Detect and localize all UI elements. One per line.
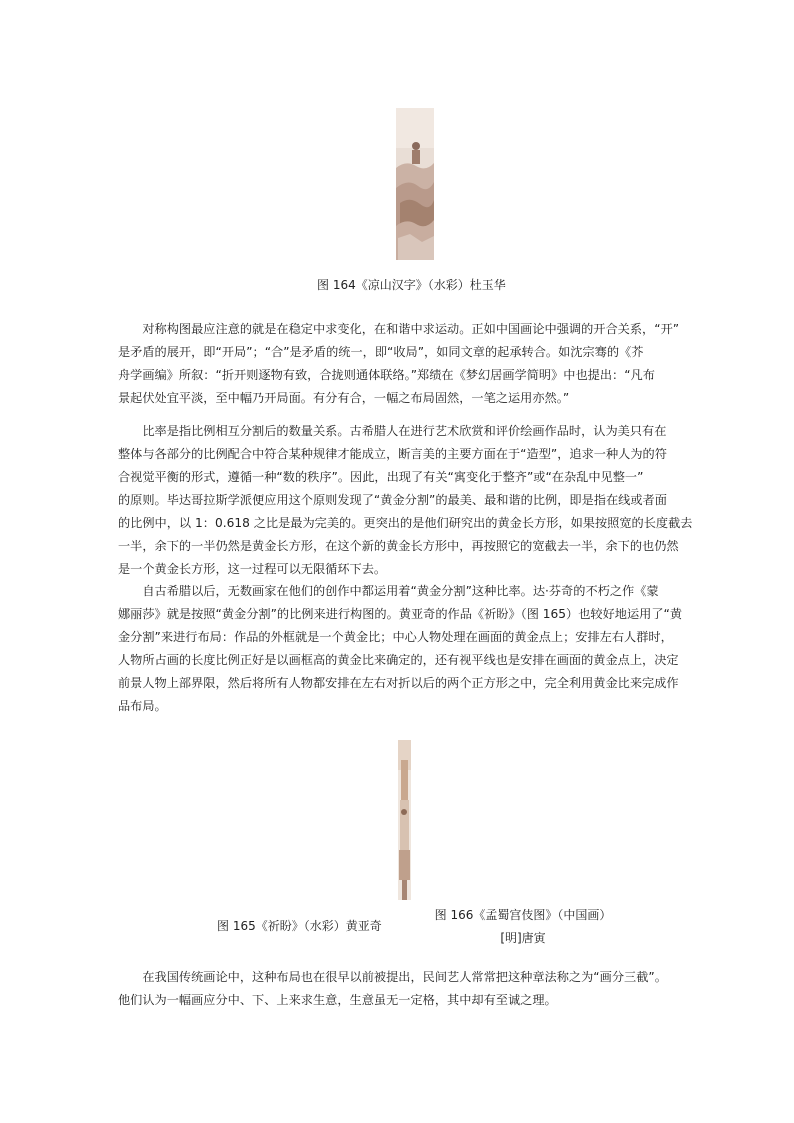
figure-166-caption-line-2: [明]唐寅 [500,931,546,945]
paragraph-4 [118,966,678,1012]
paragraph-line: 合视觉平衡的形式，遵循一种“数的秩序”。因此，出现了有关“寓变化于整齐”或“在杂乱中见整一” [118,470,644,484]
paragraph-line: 景起伏处宜平淡，至中幅乃开局面。有分有合，一幅之布局固然，一笔之运用亦然。” [118,391,570,405]
paragraph-2 [118,420,693,581]
paragraph-line: 金分割”来进行布局：作品的外框就是一个黄金比；中心人物处理在画面的黄金点上；安排左右人群时， [118,630,673,644]
figure-166-caption-line-1: 图 166《孟蜀宫伎图》（中国画） [434,908,612,922]
paragraph-line: 的原则。毕达哥拉斯学派便应用这个原则发现了“黄金分割”的最美、最和谐的比例，即是指在线或者面 [118,493,667,507]
paragraph-line: 整体与各部分的比例配合中符合某种规律才能成立，断言美的主要方面在于“造型”，追求一种人为的符 [118,447,667,461]
paragraph-3 [118,580,683,718]
paragraph-line: 比率是指比例相互分割后的数量关系。古希腊人在进行艺术欣赏和评价绘画作品时，认为美只有在 [118,424,667,438]
paragraph-1 [118,318,678,410]
figure-166-image [398,740,411,900]
paragraph-line: 在我国传统画论中，这种布局也在很早以前被提出，民间艺人常常把这种章法称之为“画分三截”。 [118,970,667,984]
figure-165-caption: 图 165《祈盼》（水彩）黄亚奇 [217,919,382,933]
paragraph-line: 一半，余下的一半仍然是黄金长方形，在这个新的黄金长方形中，再按照它的宽截去一半，余下的也仍然 [118,539,679,553]
paragraph-line: 舟学画编》所叙：“折开则逐物有致，合拢则通体联络。”郑绩在《梦幻居画学简明》中也提出：“凡布 [118,368,655,382]
figure-166-caption [430,906,616,946]
paragraph-line: 对称构图最应注意的就是在稳定中求变化，在和谐中求运动。正如中国画论中强调的开合关系，“开” [118,322,680,336]
figure-164-painting [396,108,434,260]
paragraph-line: 自古希腊以后，无数画家在他们的创作中都运用着“黄金分割”这种比率。达·芬奇的不朽之作《蒙 [118,584,659,598]
figure-166-painting [398,740,411,900]
figure-164-image [396,108,434,260]
paragraph-line: 的比例中，以 1：0.618 之比是最为完美的。更突出的是他们研究出的黄金长方形，如果按照宽的长度截去 [118,516,693,530]
figure-164-caption: 图 164《凉山汉字》（水彩）杜玉华 [317,278,506,292]
paragraph-line: 品布局。 [118,699,167,713]
paragraph-line: 人物所占画的长度比例正好是以画框高的黄金比来确定的，还有视平线也是安排在画面的黄金点上，决定 [118,653,679,667]
paragraph-line: 前景人物上部界限，然后将所有人物都安排在左右对折以后的两个正方形之中，完全利用黄金比来完成作 [118,676,679,690]
paragraph-line: 他们认为一幅画应分中、下、上来求生意，生意虽无一定格，其中却有至诚之理。 [118,993,557,1007]
paragraph-line: 是矛盾的展开，即“开局”；“合”是矛盾的统一，即“收局”，如同文章的起承转合。如沈宗骞的《芥 [118,345,644,359]
paragraph-line: 娜丽莎》就是按照“黄金分割”的比例来进行构图的。黄亚奇的作品《祈盼》（图 165）也较好地运用了“黄 [118,607,683,621]
paragraph-line: 是一个黄金长方形，这一过程可以无限循环下去。 [118,562,387,576]
